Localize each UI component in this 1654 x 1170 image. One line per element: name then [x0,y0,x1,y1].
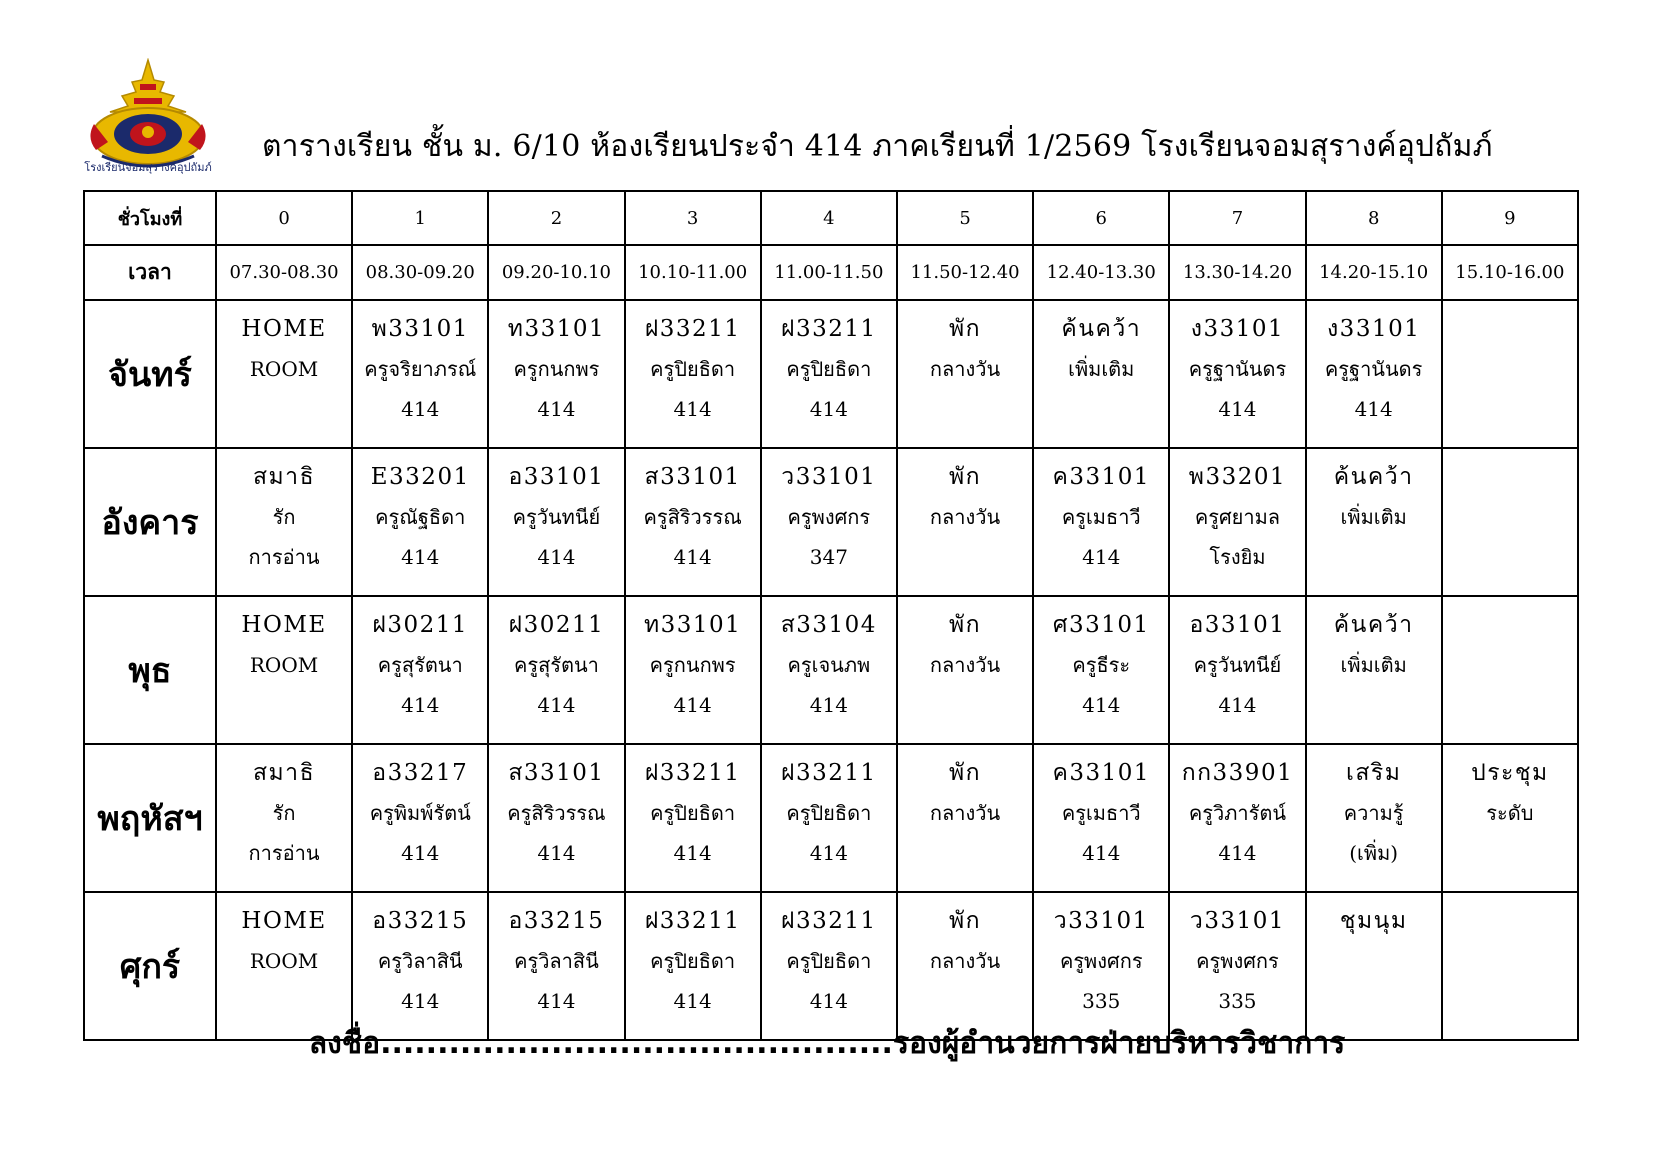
cell-subject-code: HOME [241,612,327,638]
cell-room-number: การอ่าน [248,545,320,569]
schedule-cell [1442,744,1578,892]
cell-subject-code: ว33101 [1053,908,1149,934]
cell-teacher-name: ครูศยามล [1194,505,1281,529]
cell-subject-code: ง33101 [1190,316,1285,342]
schedule-cell [1306,596,1442,744]
schedule-cell [1442,300,1578,448]
schedule-cell [625,744,761,892]
cell-room-number: 414 [673,841,712,865]
cell-room-number: 414 [401,545,440,569]
schedule-cell [216,744,352,892]
cell-room-number: 414 [401,397,440,421]
cell-room-number: 414 [401,989,440,1013]
cell-subject-code: E33201 [370,464,470,490]
schedule-cell [897,300,1033,448]
schedule-cell [1169,892,1305,1040]
cell-subject-code: ค้นคว้า [1061,316,1142,342]
schedule-cell [897,448,1033,596]
cell-subject-code: ฝ33211 [781,908,877,934]
cell-teacher-name: กลางวัน [929,357,1001,381]
cell-room-number: 414 [537,397,576,421]
period-number: 9 [1442,191,1578,245]
cell-subject-code: ว33101 [1189,908,1285,934]
cell-subject-code: ค้นคว้า [1333,464,1414,490]
time-slot: 10.10-11.00 [625,245,761,300]
schedule-cell [352,892,488,1040]
schedule-cell [1033,892,1169,1040]
day-name: ศุกร์ [84,892,216,1040]
day-row [84,448,1578,596]
cell-room-number: 414 [1082,545,1121,569]
schedule-cell [488,448,624,596]
cell-subject-code: ค33101 [1052,464,1151,490]
cell-teacher-name: ครูฐานันดร [1188,357,1287,381]
cell-teacher-name: ครูสุรัตนา [513,653,599,677]
time-row-label: เวลา [84,245,216,300]
cell-subject-code: กก33901 [1181,760,1294,786]
cell-room-number: 414 [809,989,848,1013]
cell-subject-code: ฝ33211 [644,760,741,786]
schedule-cell [897,596,1033,744]
schedule-cell [1033,596,1169,744]
cell-room-number: 414 [537,989,576,1013]
cell-subject-code: ฝ30211 [372,612,469,638]
cell-teacher-name: ครูสิริวรรณ [643,505,742,529]
cell-subject-code: ชุมนุม [1339,908,1408,934]
cell-teacher-name: กลางวัน [929,801,1001,825]
cell-teacher-name: ครูปิยธิดา [650,801,736,825]
cell-teacher-name: ROOM [249,357,319,381]
cell-subject-code: ฝ33211 [644,316,741,342]
cell-room-number: 414 [673,397,712,421]
cell-subject-code: พัก [949,612,982,638]
schedule-cell [352,596,488,744]
schedule-cell [1169,596,1305,744]
cell-teacher-name: ครูวันทนีย์ [1193,653,1282,677]
schedule-cell [897,892,1033,1040]
day-name: พฤหัสฯ [84,744,216,892]
cell-room-number: โรงยิม [1209,545,1266,569]
cell-teacher-name: รัก [272,801,296,825]
cell-subject-code: อ33215 [372,908,469,934]
cell-subject-code: ฝ33211 [644,908,741,934]
cell-subject-code: เสริม [1345,760,1402,786]
time-slot: 15.10-16.00 [1442,245,1578,300]
cell-room-number: 414 [1218,693,1257,717]
schedule-cell [625,892,761,1040]
cell-teacher-name: ครูวันทนีย์ [512,505,601,529]
cell-teacher-name: เพิ่มเติม [1340,653,1407,677]
time-slot: 14.20-15.10 [1306,245,1442,300]
cell-room-number: (เพิ่ม) [1349,841,1399,865]
period-number: 3 [625,191,761,245]
cell-teacher-name: ครูเมธาวี [1061,801,1141,825]
signature-line: ลงชื่อ.............................................รองผู้อำนวยการฝ่ายบริหารวิชาการ [308,1026,1346,1061]
cell-teacher-name: ROOM [249,653,319,677]
logo-caption: โรงเรียนจอมสุรางค์อุปถัมภ์ [84,161,212,174]
cell-room-number: 414 [537,693,576,717]
time-slot: 12.40-13.30 [1033,245,1169,300]
page-title: ตารางเรียน ชั้น ม. 6/10 ห้องเรียนประจำ 414 ภาคเรียนที่ 1/2569 โรงเรียนจอมสุรางค์อุปถัมภ์ [262,129,1493,164]
cell-teacher-name: ครูณัฐธิดา [375,505,466,529]
schedule-cell [352,300,488,448]
cell-teacher-name: ครูเจนภพ [787,653,871,677]
cell-room-number: 414 [1218,841,1257,865]
period-number: 8 [1306,191,1442,245]
cell-room-number: 414 [537,841,576,865]
schedule-cell [1033,300,1169,448]
cell-room-number: 414 [809,397,848,421]
cell-room-number: 414 [401,693,440,717]
cell-teacher-name: ครูปิยธิดา [650,357,736,381]
schedule-cell [1033,448,1169,596]
schedule-cell [761,596,897,744]
cell-subject-code: ประชุม [1471,760,1549,786]
cell-teacher-name: ครูกนกพร [649,653,736,677]
cell-teacher-name: ครูพงศกร [787,505,871,529]
period-row [84,191,1578,245]
schedule-cell [488,596,624,744]
schedule-cell [488,892,624,1040]
day-row [84,744,1578,892]
schedule-cell [216,892,352,1040]
period-number: 6 [1033,191,1169,245]
cell-teacher-name: ครูกนกพร [513,357,600,381]
schedule-cell [625,448,761,596]
cell-teacher-name: ครูสิริวรรณ [507,801,606,825]
schedule-cell [1169,448,1305,596]
schedule-cell [761,448,897,596]
cell-subject-code: ค33101 [1052,760,1151,786]
day-row [84,596,1578,744]
time-row [84,245,1578,300]
time-slot: 08.30-09.20 [352,245,488,300]
cell-subject-code: พัก [949,464,982,490]
cell-subject-code: พัก [949,908,982,934]
schedule-cell [1306,448,1442,596]
day-name: พุธ [84,596,216,744]
time-slot: 11.50-12.40 [897,245,1033,300]
cell-subject-code: ท33101 [643,612,742,638]
schedule-cell [761,300,897,448]
cell-teacher-name: ครูสุรัตนา [377,653,463,677]
cell-room-number: 414 [673,545,712,569]
cell-teacher-name: ครูวิลาสินี [377,949,463,973]
cell-room-number: 414 [1218,397,1257,421]
period-number: 1 [352,191,488,245]
day-name: จันทร์ [84,300,216,448]
cell-subject-code: ฝ33211 [781,760,877,786]
cell-subject-code: พัก [949,316,982,342]
cell-subject-code: ง33101 [1326,316,1421,342]
cell-subject-code: ว33101 [781,464,877,490]
cell-room-number: 414 [673,989,712,1013]
period-number: 4 [761,191,897,245]
timetable [83,190,1579,1041]
cell-room-number: 414 [1082,841,1121,865]
cell-subject-code: ฝ30211 [508,612,605,638]
cell-subject-code: สมาธิ [252,464,316,490]
cell-teacher-name: ระดับ [1486,801,1534,825]
schedule-cell [1306,300,1442,448]
schedule-cell [488,744,624,892]
cell-subject-code: พัก [949,760,982,786]
cell-subject-code: สมาธิ [252,760,316,786]
cell-subject-code: ส33101 [508,760,605,786]
cell-subject-code: ท33101 [507,316,606,342]
cell-teacher-name: ครูปิยธิดา [786,949,872,973]
cell-teacher-name: ครูจริยาภรณ์ [364,357,477,381]
day-name: อังคาร [84,448,216,596]
cell-teacher-name: ครูวิลาสินี [514,949,599,973]
cell-room-number: 414 [809,841,848,865]
cell-room-number: 414 [809,693,848,717]
schedule-cell [625,300,761,448]
cell-teacher-name: ครูเมธาวี [1061,505,1141,529]
cell-teacher-name: ครูปิยธิดา [650,949,736,973]
cell-teacher-name: กลางวัน [929,505,1001,529]
cell-room-number: 414 [1082,693,1121,717]
cell-teacher-name: ครูพิมพ์รัตน์ [369,801,471,825]
cell-subject-code: พ33201 [1188,464,1287,490]
day-row [84,300,1578,448]
cell-subject-code: ฝ33211 [781,316,877,342]
cell-subject-code: HOME [241,908,327,934]
cell-teacher-name: ครูฐานันดร [1324,357,1423,381]
school-emblem-logo [84,58,212,178]
schedule-cell [352,744,488,892]
cell-room-number: 414 [537,545,576,569]
schedule-cell [761,744,897,892]
cell-room-number: 347 [809,545,848,569]
cell-subject-code: ส33101 [644,464,741,490]
day-row [84,892,1578,1040]
cell-room-number: 335 [1218,989,1257,1013]
cell-teacher-name: รัก [272,505,296,529]
period-number: 2 [488,191,624,245]
cell-teacher-name: ครูปิยธิดา [786,357,872,381]
period-number: 0 [216,191,352,245]
schedule-cell [761,892,897,1040]
schedule-cell [1169,300,1305,448]
cell-room-number: 414 [1354,397,1393,421]
schedule-cell [1442,596,1578,744]
period-number: 5 [897,191,1033,245]
cell-teacher-name: เพิ่มเติม [1340,505,1407,529]
cell-subject-code: ศ33101 [1052,612,1150,638]
time-slot: 07.30-08.30 [216,245,352,300]
cell-room-number: 414 [673,693,712,717]
schedule-cell [1442,892,1578,1040]
cell-room-number: 414 [401,841,440,865]
cell-room-number: 335 [1082,989,1121,1013]
cell-teacher-name: ROOM [249,949,319,973]
period-row-label: ชั่วโมงที่ [84,191,216,245]
cell-subject-code: HOME [241,316,327,342]
cell-teacher-name: กลางวัน [929,949,1001,973]
schedule-cell [1169,744,1305,892]
schedule-cell [488,300,624,448]
cell-teacher-name: ครูวิภารัตน์ [1188,801,1287,825]
schedule-cell [1306,744,1442,892]
timetable-body [84,191,1578,1040]
schedule-cell [216,300,352,448]
cell-teacher-name: เพิ่มเติม [1068,357,1135,381]
cell-subject-code: ค้นคว้า [1333,612,1414,638]
cell-teacher-name: ความรู้ [1343,801,1404,825]
schedule-cell [216,448,352,596]
schedule-cell [1442,448,1578,596]
schedule-cell [1033,744,1169,892]
cell-subject-code: อ33101 [1189,612,1286,638]
schedule-cell [625,596,761,744]
schedule-cell [352,448,488,596]
period-number: 7 [1169,191,1305,245]
cell-room-number: การอ่าน [248,841,320,865]
cell-teacher-name: ครูปิยธิดา [786,801,872,825]
cell-subject-code: ส33104 [780,612,877,638]
cell-subject-code: อ33101 [508,464,605,490]
cell-teacher-name: ครูพงศกร [1059,949,1143,973]
cell-teacher-name: ครูธีระ [1072,653,1131,677]
time-slot: 13.30-14.20 [1169,245,1305,300]
cell-subject-code: อ33217 [372,760,469,786]
schedule-cell [216,596,352,744]
cell-teacher-name: ครูพงศกร [1196,949,1279,973]
cell-subject-code: พ33101 [371,316,469,342]
time-slot: 11.00-11.50 [761,245,897,300]
schedule-cell [1306,892,1442,1040]
cell-teacher-name: กลางวัน [929,653,1001,677]
cell-subject-code: อ33215 [508,908,605,934]
schedule-cell [897,744,1033,892]
time-slot: 09.20-10.10 [488,245,624,300]
